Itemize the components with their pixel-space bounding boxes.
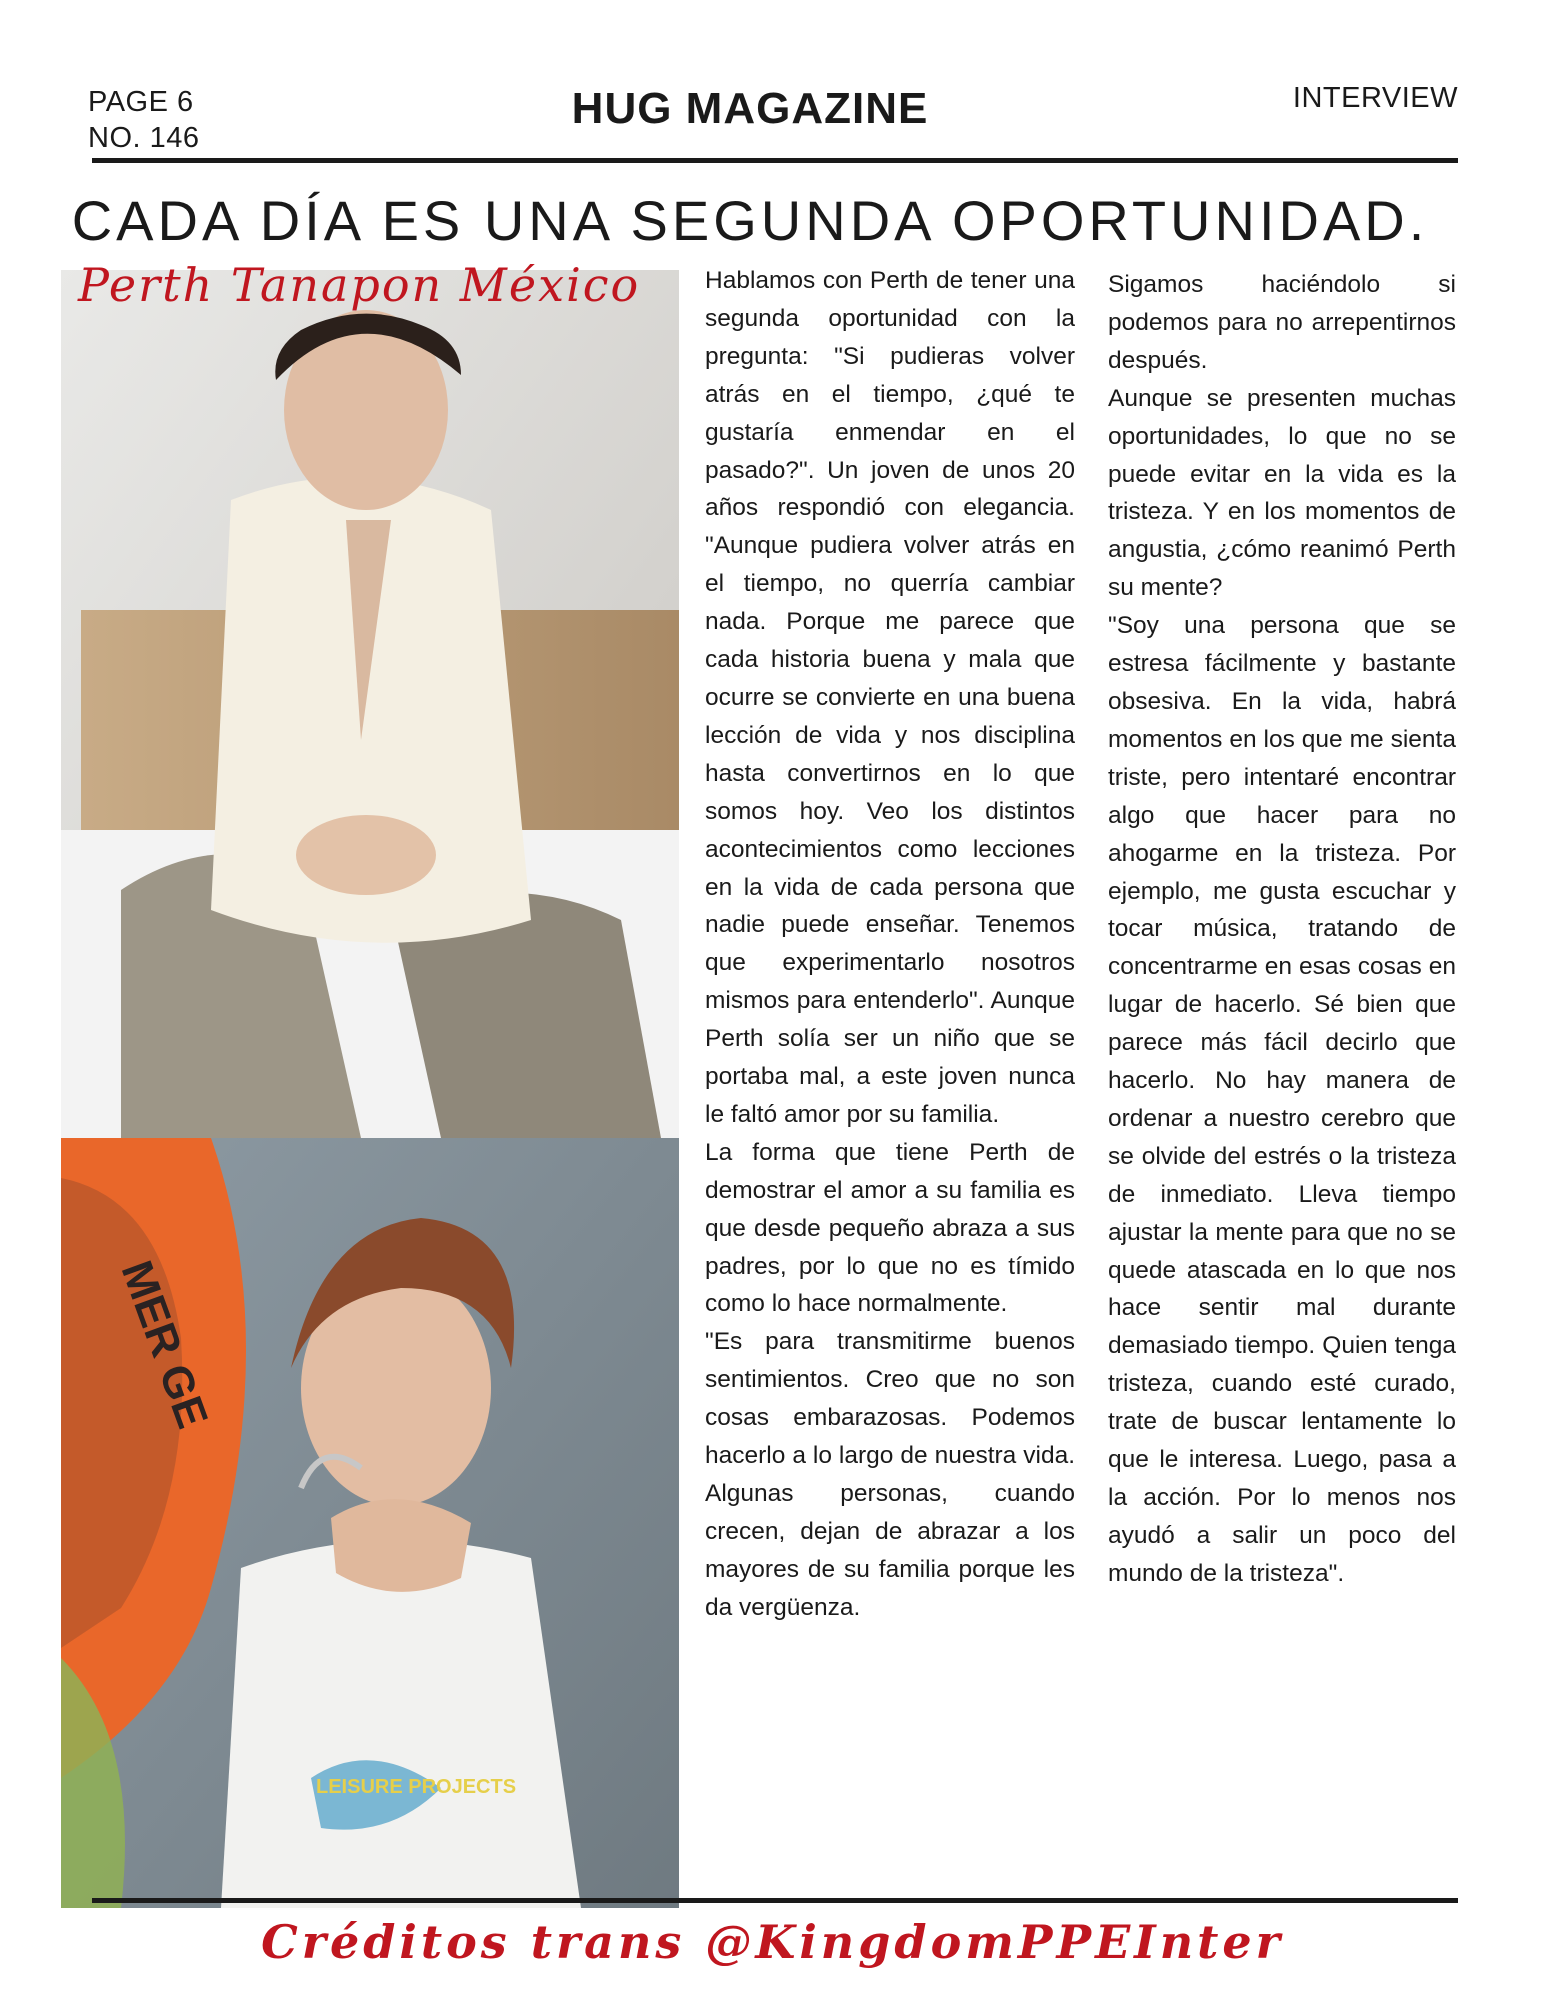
article-column-1 bbox=[705, 262, 1075, 1627]
photo-bottom bbox=[61, 1138, 679, 1908]
article-column-2 bbox=[1108, 266, 1456, 1593]
article-headline: CADA DÍA ES UNA SEGUNDA OPORTUNIDAD. bbox=[71, 189, 1429, 252]
float-ring-text: MER GE bbox=[111, 1254, 218, 1435]
magazine-title: HUG MAGAZINE bbox=[571, 84, 929, 133]
footer-divider bbox=[92, 1898, 1458, 1903]
photo-caption-script: Perth Tanapon México bbox=[78, 258, 641, 312]
photo-top bbox=[61, 270, 679, 1138]
page-number: PAGE 6 bbox=[88, 86, 194, 118]
column1-paragraph-2: La forma que tiene Perth de demostrar el amor a su familia es que desde pequeño abraza a sus padres, por lo que no es tímido como lo hace normalmente. bbox=[705, 1138, 1075, 1318]
translation-credits: Créditos trans @KingdomPPEInter bbox=[261, 1915, 1284, 1969]
column1-paragraph-1: Hablamos con Perth de tener una segunda oportunidad con la pregunta: "Si pudieras volver atrás en el tiempo, ¿qué te gustaría enmendar en el pasado?". Un joven de unos 20 años respondió con elegancia. "Aunque pudiera volver atrás en el tiempo, no querría cambiar nada. Porque me parece que cada historia buena y mala que ocurre se convierte en una buena lección de vida y nos disciplina hasta convertirnos en lo que somos hoy. Veo los distintos acontecimientos como lecciones en la vida de cada persona que nadie puede enseñar. Tenemos que experimentarlo nosotros mismos para entenderlo". Aunque Perth solía ser un niño que se portaba mal, a este joven nunca le faltó amor por su familia. bbox=[705, 267, 1075, 1128]
column1-paragraph-3: "Es para transmitirme buenos sentimientos. Creo que no son cosas embarazosas. Podemos hacerlo a lo largo de nuestra vida. Algunas personas, cuando crecen, dejan de abrazar a los mayores de su familia porque les da vergüenza. bbox=[705, 1328, 1075, 1621]
issue-number: NO. 146 bbox=[88, 122, 200, 154]
header-divider bbox=[92, 158, 1458, 163]
column2-paragraph-2: Aunque se presenten muchas oportunidades, lo que no se puede evitar en la vida es la tristeza. Y en los momentos de angustia, ¿cómo reanimó Perth su mente? bbox=[1108, 384, 1456, 602]
shirt-print: LEISURE PROJECTS bbox=[316, 1776, 517, 1798]
column2-paragraph-3: "Soy una persona que se estresa fácilmente y bastante obsesiva. En la vida, habrá momentos en los que me sienta triste, pero intentaré encontrar algo que hacer para no ahogarme en la tristeza. Por ejemplo, me gusta escuchar y tocar música, tratando de concentrarme en esas cosas en lugar de hacerlo. Sé bien que parece más fácil decirlo que hacerlo. No hay manera de ordenar a nuestro cerebro que se olvide del estrés o la tristeza de inmediato. Lleva tiempo ajustar la mente para que no se quede atascada en lo que nos hace sentir mal durante demasiado tiempo. Quien tenga tristeza, cuando esté curado, trate de buscar lentamente lo que le interesa. Luego, pasa a la acción. Por lo menos nos ayudó a salir un poco del mundo de la tristeza". bbox=[1108, 612, 1456, 1587]
section-label: INTERVIEW bbox=[1292, 82, 1458, 114]
column2-paragraph-1: Sigamos haciéndolo si podemos para no arrepentirnos después. bbox=[1108, 271, 1456, 374]
